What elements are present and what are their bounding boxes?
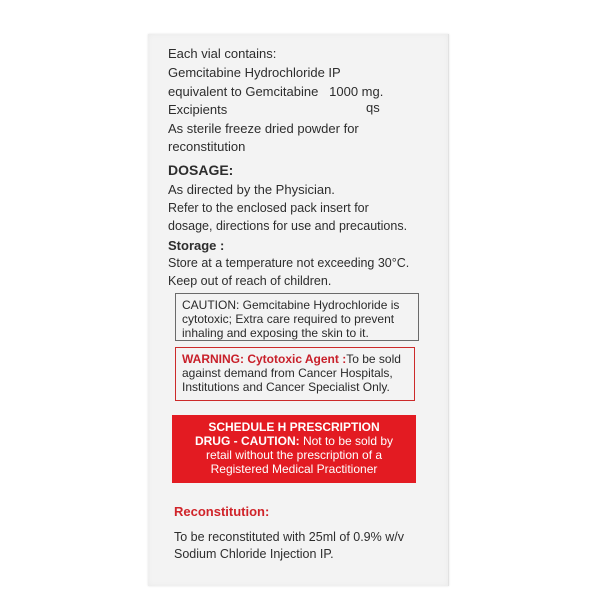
caution-box — [175, 293, 419, 341]
schedule-line-4: Registered Medical Practitioner — [210, 462, 378, 476]
schedule-caution-lead: DRUG - CAUTION: — [194, 434, 300, 448]
warning-box — [175, 347, 415, 401]
dosage-heading: DOSAGE: — [168, 162, 234, 178]
caution-line-3: inhaling and exposing the skin to it. — [182, 326, 369, 340]
schedule-line-2 — [176, 434, 412, 448]
warning-line-3: Institutions and Cancer Specialist Only. — [182, 380, 390, 394]
composition-form: As sterile freeze dried powder for — [168, 121, 359, 136]
composition-intro: Each vial contains: — [168, 46, 277, 61]
warning-rest: To be sold — [346, 352, 401, 366]
warning-lead: WARNING: Cytotoxic Agent : — [182, 352, 347, 366]
reconstitution-line-1: To be reconstituted with 25ml of 0.9% w/v — [174, 530, 404, 544]
warning-line-1 — [182, 352, 408, 366]
schedule-h-band — [172, 415, 416, 483]
warning-line-2: against demand from Cancer Hospitals, — [182, 366, 393, 380]
reconstitution-text — [174, 529, 404, 563]
medicine-carton-panel — [148, 34, 449, 586]
composition-form-cont: reconstitution — [168, 139, 246, 154]
storage-heading: Storage : — [168, 238, 225, 253]
reconstitution-line-2: Sodium Chloride Injection IP. — [174, 547, 334, 561]
composition-ingredient: Gemcitabine Hydrochloride IP — [168, 65, 341, 80]
storage-line-1: Store at a temperature not exceeding 30°C. — [168, 256, 410, 270]
excipients-qs: qs — [366, 100, 380, 115]
composition-excipients: Excipients — [168, 102, 228, 117]
caution-line-1: CAUTION: Gemcitabine Hydrochloride is — [182, 298, 400, 312]
reconstitution-heading: Reconstitution: — [174, 504, 270, 519]
composition-equivalent: equivalent to Gemcitabine 1000 mg. — [168, 84, 384, 99]
storage-line-2: Keep out of reach of children. — [168, 274, 332, 288]
dosage-line-2: Refer to the enclosed pack insert for — [168, 201, 369, 215]
schedule-line-3: retail without the prescription of a — [205, 448, 383, 462]
dosage-line-1: As directed by the Physician. — [168, 182, 335, 197]
dosage-line-3: dosage, directions for use and precautions. — [168, 219, 408, 233]
schedule-caution-rest: Not to be sold by — [302, 434, 394, 448]
schedule-line-1: SCHEDULE H PRESCRIPTION — [208, 420, 380, 434]
caution-line-2: cytotoxic; Extra care required to prevent — [182, 312, 395, 326]
